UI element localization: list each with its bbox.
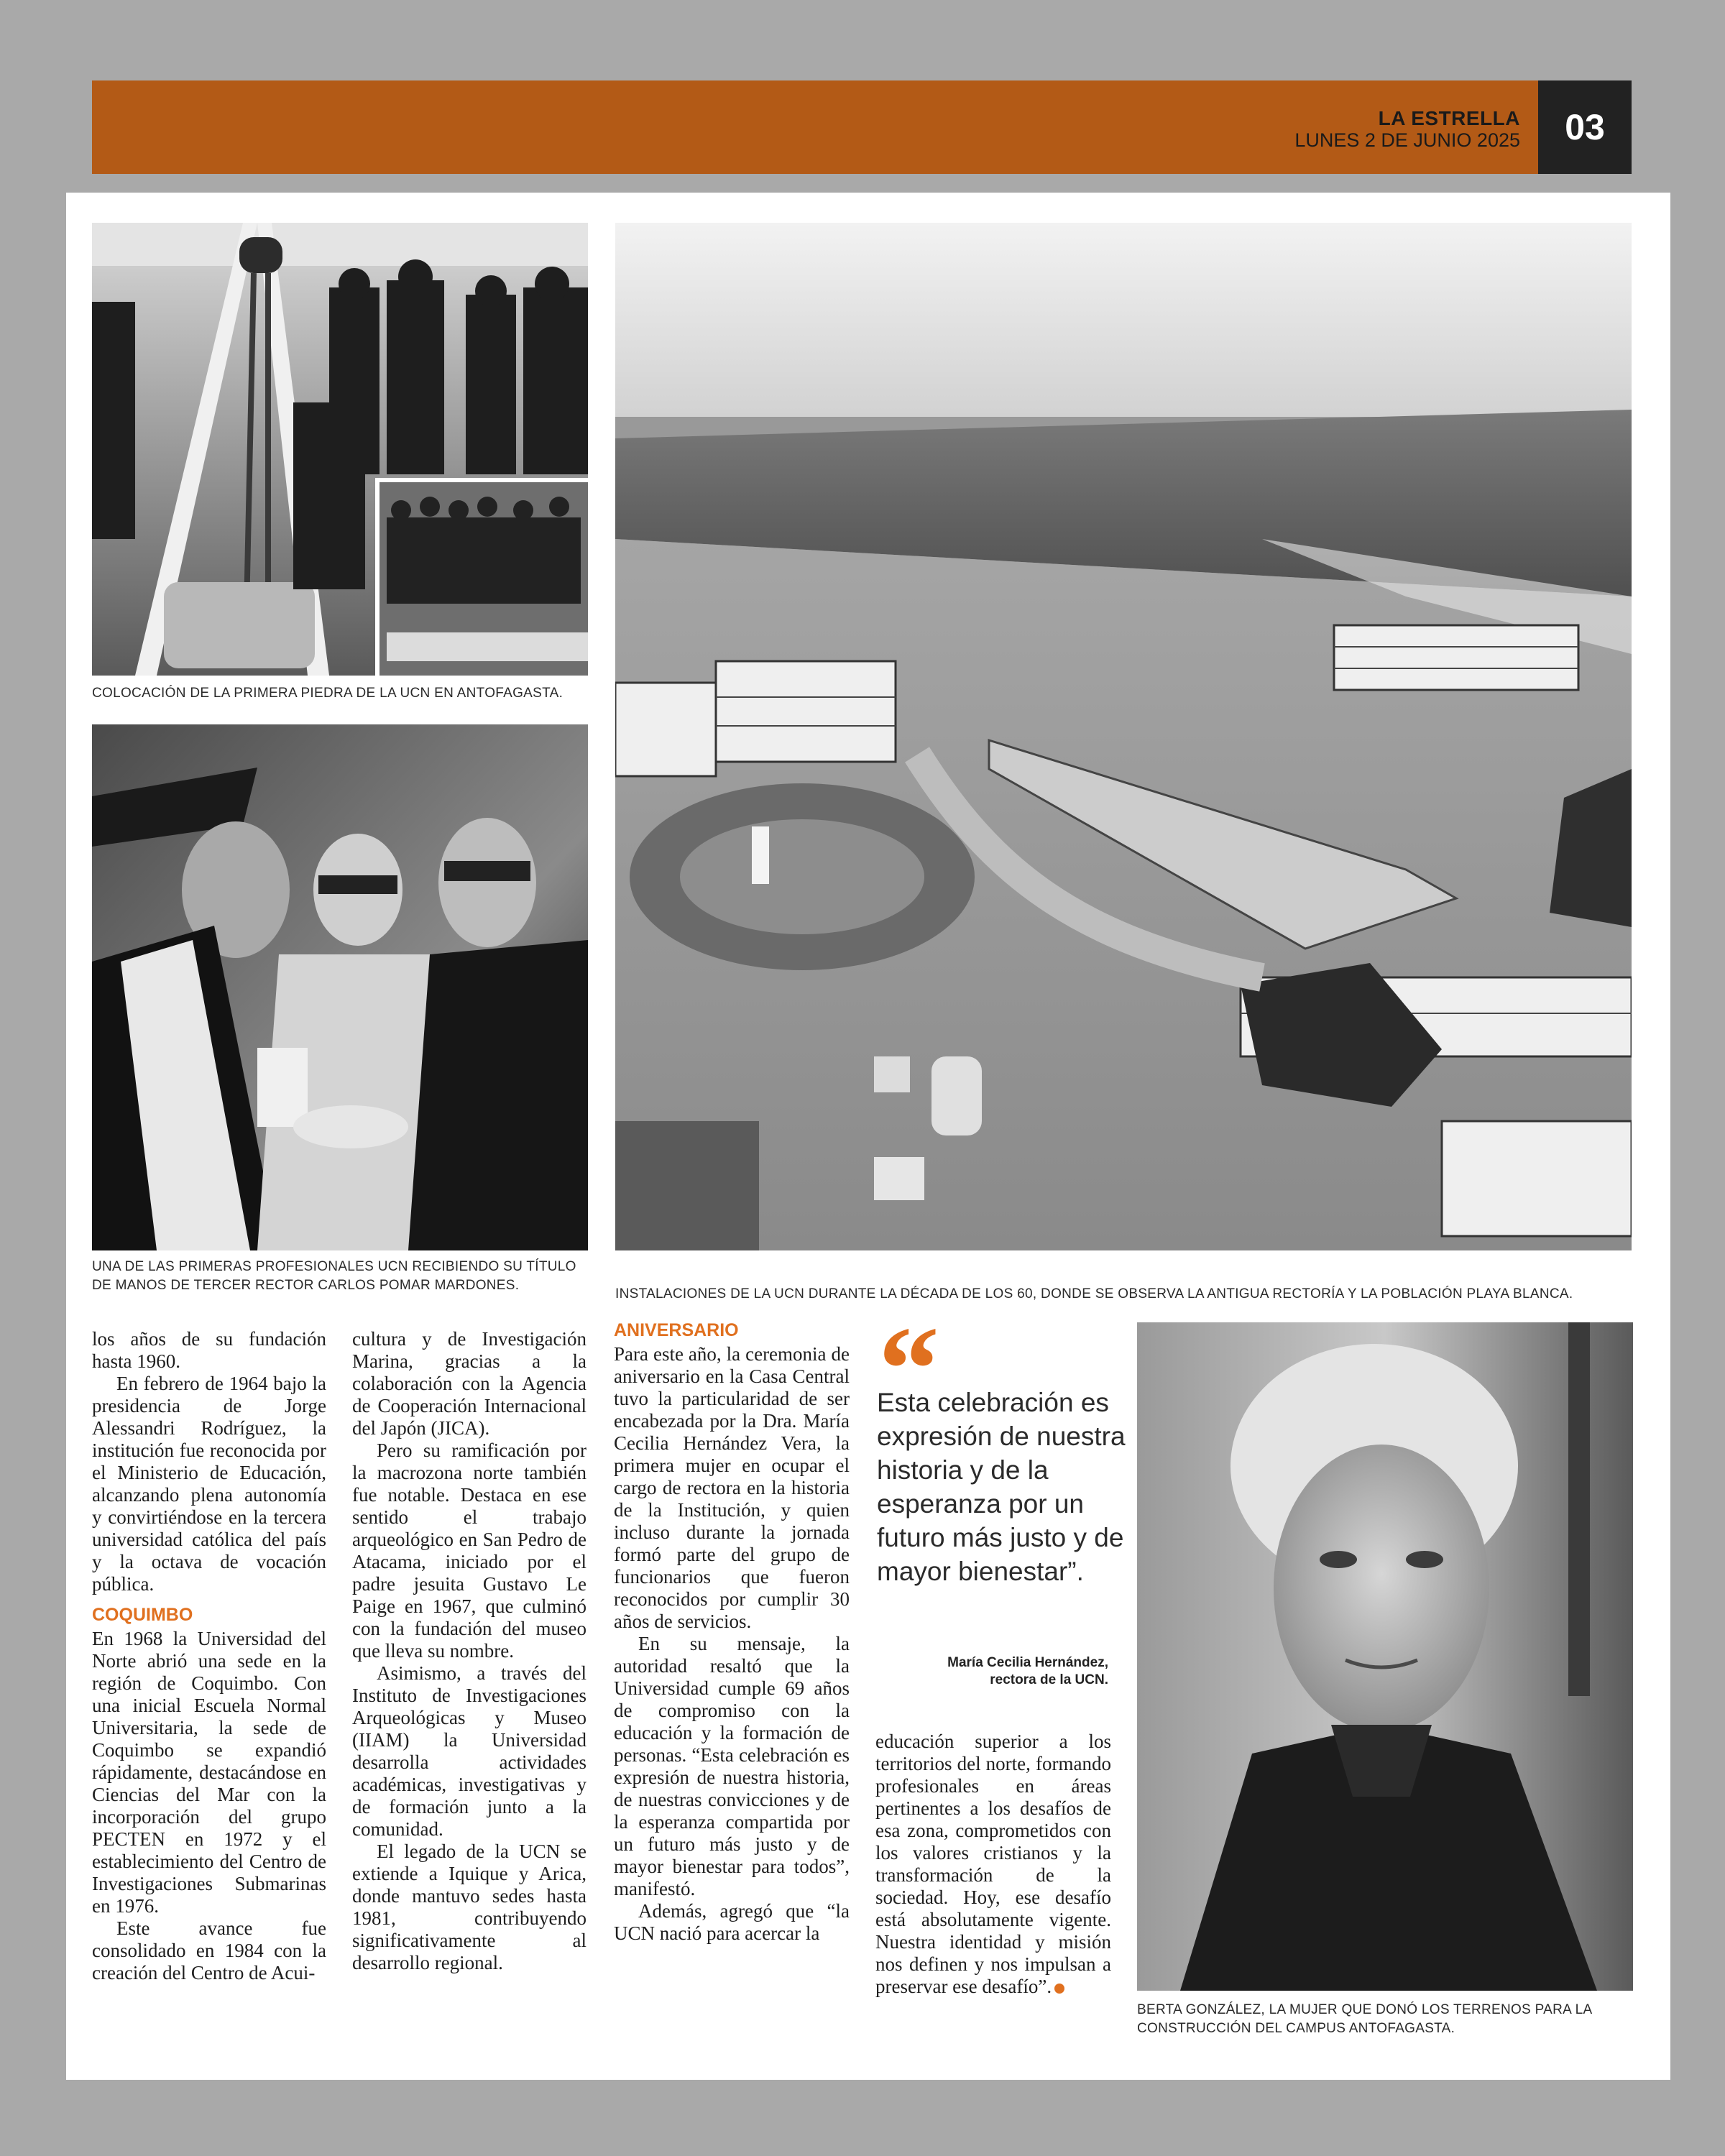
caption-first-stone: COLOCACIÓN DE LA PRIMERA PIEDRA DE LA UCN EN ANTOFAGASTA. <box>92 686 564 701</box>
photo-campus-aerial-image <box>615 223 1632 1250</box>
pull-quote-attribution <box>877 1654 1108 1689</box>
article-paragraph: Este avance fue consolidado en 1984 con la creación del Centro de Acui- <box>92 1917 326 1984</box>
publication-name: LA ESTRELLA <box>1378 107 1520 129</box>
pull-quote: Esta celebración es expresión de nuestra historia y de la esperanza por un futuro más justo y de mayor bienestar”. <box>877 1388 1126 1586</box>
article-paragraph: Pero su ramificación por la macrozona norte también fue notable. Destaca en ese sentido el trabajo arqueológico en San Pedro de Atacama, iniciado por el padre jesuita Gustavo Le Paige en 1967, que culminó con la fundación del museo que lleva su nombre. <box>352 1439 586 1662</box>
quote-author-role: rectora de la UCN. <box>990 1672 1108 1687</box>
page-header <box>92 80 1632 174</box>
end-mark-icon <box>1054 1984 1064 1994</box>
article-paragraph: los años de su fundación hasta 1960. <box>92 1328 326 1372</box>
article-column-3 <box>614 1319 850 2047</box>
page-number: 03 <box>1538 80 1632 174</box>
article-column-4 <box>875 1731 1111 2047</box>
article-paragraph: En febrero de 1964 bajo la presidencia de Jorge Alessandri Rodríguez, la institución fue reconocida por el Ministerio de Educación, alcanzando plena autonomía y convirtiéndose en la tercera universidad católica del país y la octava de vocación pública. <box>92 1373 326 1595</box>
article-paragraph: En 1968 la Universidad del Norte abrió una sede en la región de Coquimbo. Con una inicial Escuela Normal Universitaria, la sede de Coquimbo se expandió rápidamente, destacándose en Ciencias del Mar con la incorporación del grupo PECTEN en 1972 y el establecimiento del Centro de Investigaciones Submarinas en 1976. <box>92 1628 326 1917</box>
photo-berta-gonzalez <box>1137 1322 1633 1991</box>
article-paragraph: El legado de la UCN se extiende a Iquique y Arica, donde mantuvo sedes hasta 1981, contribuyendo significativamente al desarrollo regional. <box>352 1841 586 1973</box>
article-column-2 <box>352 1328 586 2047</box>
caption-graduate: UNA DE LAS PRIMERAS PROFESIONALES UCN RECIBIENDO SU TÍTULO DE MANOS DE TERCER RECTOR CARLOS POMAR MARDONES. <box>92 1259 576 1293</box>
section-heading-aniversario: ANIVERSARIO <box>614 1320 739 1340</box>
section-heading-coquimbo: COQUIMBO <box>92 1605 193 1625</box>
article-column-1 <box>92 1328 326 2047</box>
quote-mark-icon: “ <box>878 1302 939 1437</box>
photo-graduate-image <box>92 724 588 1250</box>
article-paragraph: cultura y de Investigación Marina, gracias a la colaboración con la Agencia de Cooperación Internacional del Japón (JICA). <box>352 1328 586 1439</box>
publication-date: LUNES 2 DE JUNIO 2025 <box>1294 129 1520 151</box>
article-text: educación superior a los territorios del norte, formando profesionales en áreas pertinentes a los desafíos de esa zona, comprometidos con los valores cristianos y la transformación de la sociedad. Hoy, ese desafío está absolutamente vigente. Nuestra identidad y misión nos definen y nos impulsan a preservar ese desafío”. <box>875 1731 1111 1997</box>
article-paragraph: En su mensaje, la autoridad resaltó que la Universidad cumple 69 años de compromiso con la educación y la formación de personas. “Esta celebración es expresión de nuestra historia, de nuestras convicciones y de la esperanza compartida por un futuro más justo y de mayor bienestar para todos”, manifestó. <box>614 1633 850 1899</box>
article-paragraph <box>875 1731 1111 1998</box>
photo-first-stone-image <box>92 223 588 676</box>
caption-berta: BERTA GONZÁLEZ, LA MUJER QUE DONÓ LOS TERRENOS PARA LA CONSTRUCCIÓN DEL CAMPUS ANTOFAGASTA. <box>1137 2002 1592 2036</box>
photo-campus-aerial <box>615 223 1632 1250</box>
photo-graduate <box>92 724 588 1250</box>
quote-author: María Cecilia Hernández, <box>947 1655 1108 1670</box>
article-paragraph: Para este año, la ceremonia de aniversario en la Casa Central tuvo la particularidad de ser encabezada por la Dra. María Cecilia Hernández Vera, la primera mujer en ocupar el cargo de rectora en la historia de la Institución, y quien incluso durante la jornada formó parte del grupo de funcionarios que fueron reconocidos por cumplir 30 años de servicios. <box>614 1343 850 1632</box>
article-paragraph: Asimismo, a través del Instituto de Investigaciones Arqueológicas y Museo (IIAM) la Universidad desarrolla actividades académicas, investigativas y de formación junto a la comunidad. <box>352 1662 586 1840</box>
caption-campus: INSTALACIONES DE LA UCN DURANTE LA DÉCADA DE LOS 60, DONDE SE OBSERVA LA ANTIGUA RECTORÍA Y LA POBLACIÓN PLAYA BLANCA. <box>615 1286 1573 1302</box>
article-paragraph: Además, agregó que “la UCN nació para acercar la <box>614 1900 850 1944</box>
masthead <box>1294 108 1520 151</box>
photo-berta-gonzalez-image <box>1137 1322 1633 1991</box>
photo-first-stone <box>92 223 588 676</box>
